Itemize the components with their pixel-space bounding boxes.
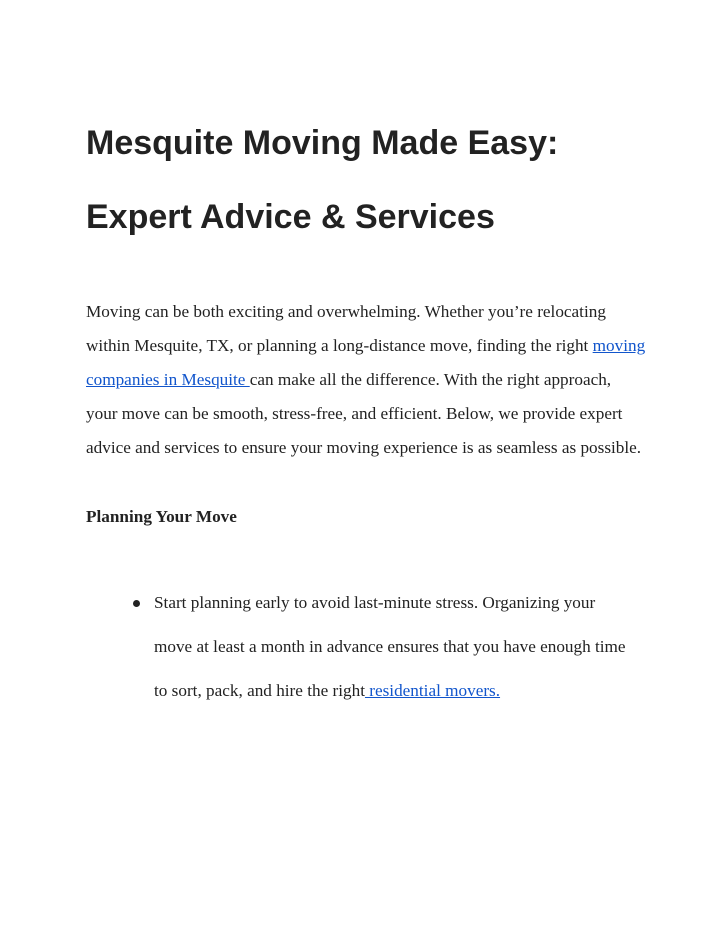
list-item xyxy=(154,581,634,713)
bullet-list xyxy=(86,581,646,713)
page-title-line-2: Expert Advice & Services xyxy=(86,198,495,236)
bullet-text: Start planning early to avoid last-minute stress. Organizing your move at least a month in advance ensures that you have enough time to sort, pack, and hire the right xyxy=(154,593,626,700)
intro-paragraph xyxy=(86,295,646,465)
document-page xyxy=(86,106,646,713)
intro-text-after-link: can make all the difference. With the right approach, your move can be smooth, stress-free, and efficient. Below, we provide expert advice and services to ensure your moving experience is as seamless as possible. xyxy=(86,370,642,457)
residential-movers-link[interactable]: residential movers. xyxy=(364,681,501,700)
moving-companies-link[interactable]: moving companies in Mesquite xyxy=(86,336,646,389)
bullet-icon xyxy=(133,600,140,607)
page-title xyxy=(86,106,646,254)
section-heading: Planning Your Move xyxy=(86,507,237,526)
intro-text-before-link: Moving can be both exciting and overwhelming. Whether you’re relocating within Mesquite, TX, or planning a long-distance move, finding the right xyxy=(86,302,606,355)
page-title-line-1: Mesquite Moving Made Easy: xyxy=(86,124,559,162)
